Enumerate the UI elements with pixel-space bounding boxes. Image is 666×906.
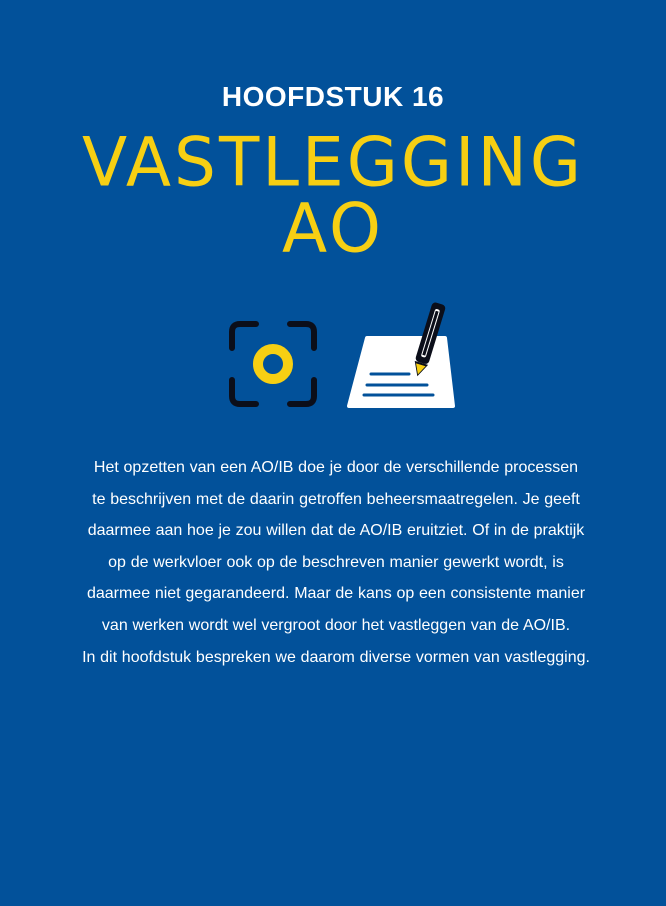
intro-line: van werken wordt wel vergroot door het vastleggen van de AO/IB. (101, 616, 571, 634)
chapter-title-line-1: VASTLEGGING (81, 123, 585, 202)
focus-camera-icon (228, 320, 318, 408)
intro-line: op de werkvloer ook op de beschreven manier gewerkt wordt, is (108, 553, 564, 571)
intro-line: daarmee aan hoe je zou willen dat de AO/IB eruitziet. Of in de praktijk (87, 522, 585, 540)
intro-line: In dit hoofdstuk bespreken we daarom diverse vormen van vastlegging. (82, 648, 590, 666)
document-pen-icon (347, 298, 455, 410)
chapter-introduction (40, 452, 632, 673)
chapter-number: HOOFDSTUK 16 (221, 81, 445, 112)
chapter-icons (0, 298, 666, 413)
chapter-title (0, 123, 666, 268)
chapter-title-line-2: AO (282, 189, 384, 268)
intro-line: daarmee niet gegarandeerd. Maar de kans op een consistente manier (86, 585, 586, 603)
intro-line: te beschrijven met de daarin getroffen beheersmaatregelen. Je geeft (92, 490, 580, 508)
intro-line: Het opzetten van een AO/IB doe je door de verschillende processen (93, 459, 579, 476)
